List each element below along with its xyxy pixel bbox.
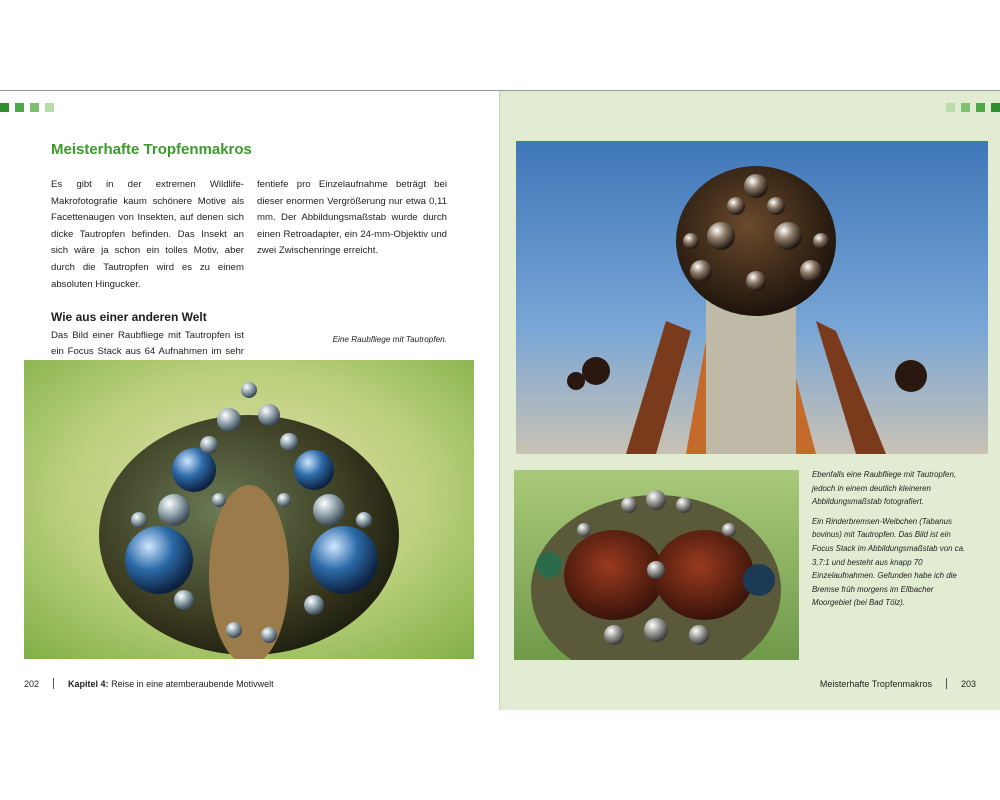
photo-caption-right <box>812 468 972 616</box>
running-title: Meisterhafte Tropfenmakros <box>819 678 932 689</box>
page-heading: Meisterhafte Tropfenmakros <box>51 141 252 158</box>
page-number-right: 203 <box>960 678 976 689</box>
footer-right <box>820 678 976 689</box>
chapter-title: Reise in eine atemberaubende Motivwelt <box>111 678 274 689</box>
photo-caption-left: Eine Raubfliege mit Tautropfen. <box>332 335 447 344</box>
intro-paragraph: Es gibt in der extremen Wildlife-Makrofotografie kaum schönere Motive als Facettenaugen von Insekten, auf denen sich dicke Tautropfen befinden. Das Insekt an sich wäre ja schon ein tolles Motiv, aber durch die Tautropfen wird es zu einem absoluten Hingucker. <box>51 179 244 290</box>
footer-divider-right <box>946 678 947 689</box>
subheading: Wie aus einer anderen Welt <box>51 310 207 325</box>
caption-robber-fly: Ebenfalls eine Raubfliege mit Tautropfen, jedoch in einem deutlich kleineren Abbildungsmaßstab fotografiert. <box>812 470 957 507</box>
caption-horsefly: Ein Rinderbremsen-Weibchen (Tabanus bovinus) mit Tautropfen. Das Bild ist ein Focus Stack im Abbildungsmaßstab von ca. 3,7:1 und besteht aus knapp 70 Einzelaufnahmen. Gefunden habe ich die Bremse früh morgens im Ellbacher Moorgebiet (bei Bad Tölz). <box>812 516 966 608</box>
decorative-squares-left <box>0 103 54 112</box>
book-spread <box>0 90 1000 710</box>
continuation-paragraph: fentiefe pro Einzelaufnahme beträgt bei dieser enormen Vergrößerung nur etwa 0,11 mm. Der Abbildungsmaßstab wurde durch einen Retroadapter, ein 24-mm-Objektiv und zwei Zwischenringe erreicht. <box>257 179 447 257</box>
left-page <box>0 91 499 710</box>
robber-fly-photo <box>24 360 474 659</box>
body-paragraph: Das Bild einer Raubfliege mit Tautropfen ist ein Focus Stack aus 64 Aufnahmen im sehr <box>51 329 244 358</box>
right-page <box>499 91 1000 710</box>
decorative-squares-right <box>946 103 1000 112</box>
chapter-label: Kapitel 4: <box>68 678 109 689</box>
footer-divider-left <box>53 678 54 689</box>
footer-left <box>24 678 274 689</box>
page-number-left: 202 <box>24 678 40 689</box>
text-column-2 <box>257 177 447 260</box>
horsefly-photo <box>514 470 799 660</box>
robber-fly-blue-photo <box>516 141 988 454</box>
